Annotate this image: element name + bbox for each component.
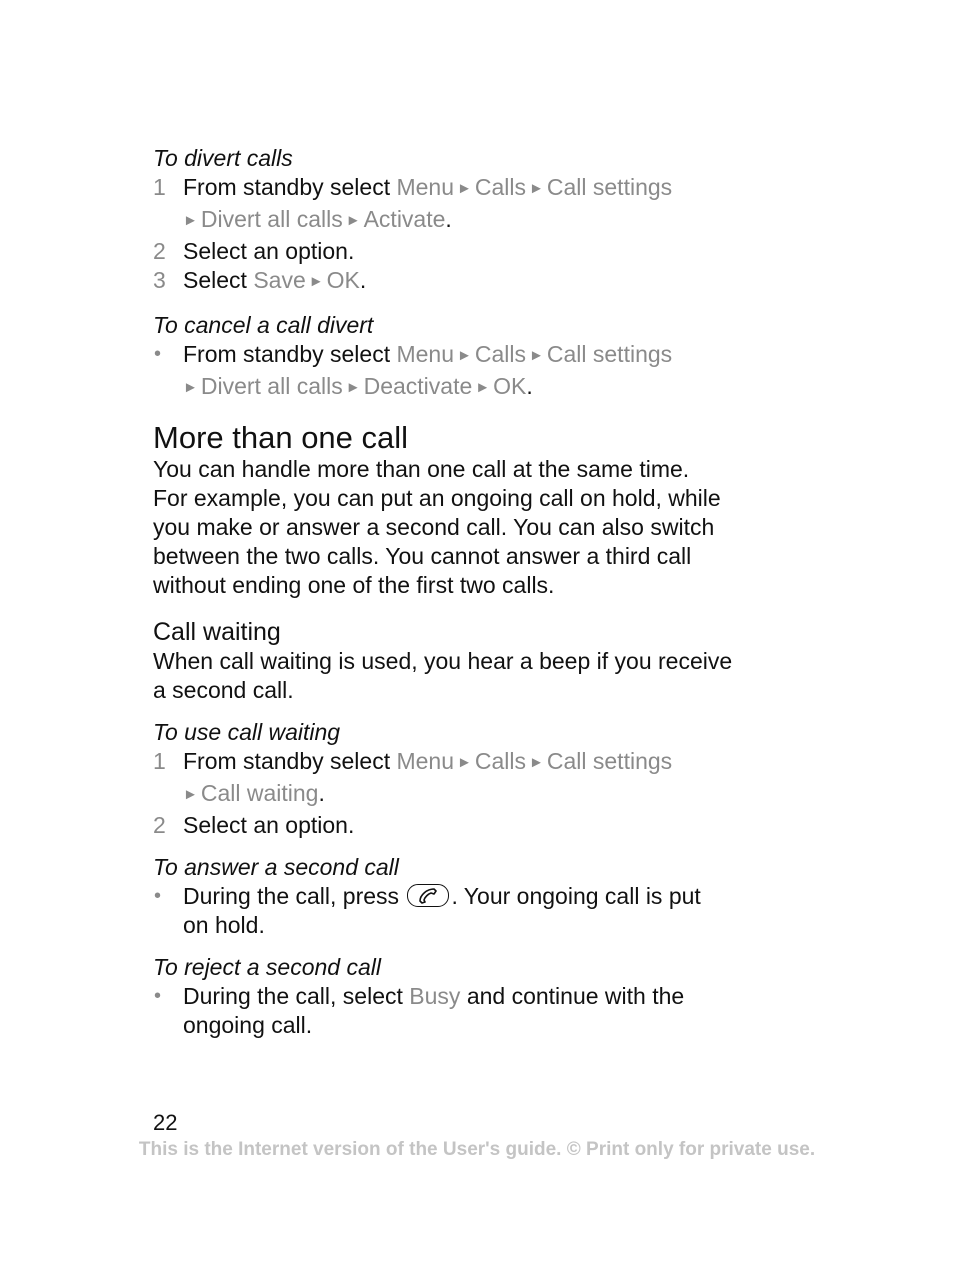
footer-notice: This is the Internet version of the User's guide. © Print only for private use. — [138, 1139, 816, 1160]
reject-item — [153, 982, 803, 1040]
step-text: on hold. — [183, 912, 265, 938]
menu-path-item: Save — [253, 267, 306, 293]
paragraph-line: a second call. — [153, 677, 294, 703]
arrow-icon: ► — [529, 180, 544, 197]
step-number: 1 — [153, 174, 166, 200]
divert-step-2 — [153, 237, 803, 266]
arrow-icon: ► — [183, 786, 198, 803]
paragraph-line: When call waiting is used, you hear a beep if you receive — [153, 648, 733, 674]
paragraph-line: you make or answer a second call. You can also switch — [153, 514, 715, 540]
step-text: From standby select — [183, 341, 391, 367]
cancel-divert-heading: To cancel a call divert — [153, 312, 374, 338]
menu-path-item: Menu — [396, 174, 455, 200]
menu-path-item: Activate — [363, 206, 446, 232]
call-key-icon — [407, 884, 449, 907]
arrow-icon: ► — [457, 754, 472, 771]
step-number: 2 — [153, 238, 166, 264]
paragraph-line: between the two calls. You cannot answer a third call — [153, 543, 692, 569]
page-content — [153, 144, 803, 1040]
step-text: Select an option. — [183, 812, 355, 838]
menu-path-item: Divert all calls — [200, 373, 343, 399]
menu-path-item: Calls — [474, 341, 527, 367]
section-title: More than one call — [153, 420, 409, 455]
menu-path-item: Calls — [474, 174, 527, 200]
bullet-icon: • — [154, 885, 162, 907]
step-text: Select an option. — [183, 238, 355, 264]
arrow-icon: ► — [457, 347, 472, 364]
period: . — [526, 373, 533, 399]
step-text: During the call, select — [183, 983, 403, 1009]
answer-second-call-heading: To answer a second call — [153, 854, 399, 880]
arrow-icon: ► — [308, 273, 324, 290]
cancel-divert-item — [153, 340, 803, 404]
menu-path-item: OK — [493, 373, 527, 399]
step-text: From standby select — [183, 174, 391, 200]
step-text: ongoing call. — [183, 1012, 313, 1038]
menu-path-item: Busy — [409, 983, 461, 1009]
arrow-icon: ► — [345, 212, 361, 229]
step-text: and continue with the — [466, 983, 685, 1009]
menu-path-item: Call waiting — [200, 780, 319, 806]
answer-item — [153, 882, 803, 940]
arrow-icon: ► — [183, 212, 198, 229]
period: . — [445, 206, 452, 232]
arrow-icon: ► — [475, 379, 491, 396]
step-text: . Your ongoing call is put — [451, 883, 701, 909]
divert-calls-heading: To divert calls — [153, 145, 293, 171]
menu-path-item: Deactivate — [363, 373, 473, 399]
reject-second-call-heading: To reject a second call — [153, 954, 382, 980]
call-waiting-paragraph — [153, 647, 803, 705]
arrow-icon: ► — [345, 379, 361, 396]
call-waiting-title: Call waiting — [153, 618, 281, 646]
menu-path-item: Menu — [396, 748, 455, 774]
bullet-icon: • — [154, 985, 162, 1007]
menu-path-item: Call settings — [546, 341, 673, 367]
step-number: 1 — [153, 748, 166, 774]
step-number: 2 — [153, 812, 166, 838]
bullet-icon: • — [154, 343, 162, 365]
menu-path-item: Call settings — [546, 174, 673, 200]
arrow-icon: ► — [529, 347, 544, 364]
menu-path-item: Calls — [474, 748, 527, 774]
arrow-icon: ► — [457, 180, 472, 197]
divert-step-3 — [153, 266, 803, 298]
paragraph-line: You can handle more than one call at the same time. — [153, 456, 690, 482]
menu-path-item: OK — [326, 267, 360, 293]
use-call-waiting-heading: To use call waiting — [153, 719, 341, 745]
step-text: From standby select — [183, 748, 391, 774]
period: . — [318, 780, 325, 806]
section-paragraph — [153, 455, 803, 600]
step-text: Select — [183, 267, 247, 293]
paragraph-line: without ending one of the first two calls. — [153, 572, 555, 598]
divert-step-1 — [153, 173, 803, 237]
menu-path-item: Menu — [396, 341, 455, 367]
arrow-icon: ► — [529, 754, 544, 771]
paragraph-line: For example, you can put an ongoing call on hold, while — [153, 485, 721, 511]
step-text: During the call, press — [183, 883, 400, 909]
use-step-2 — [153, 811, 803, 840]
menu-path-item: Divert all calls — [200, 206, 343, 232]
use-step-1 — [153, 747, 803, 811]
period: . — [359, 267, 367, 293]
step-number: 3 — [153, 267, 166, 293]
page-number: 22 — [153, 1110, 178, 1135]
arrow-icon: ► — [183, 379, 198, 396]
menu-path-item: Call settings — [546, 748, 673, 774]
